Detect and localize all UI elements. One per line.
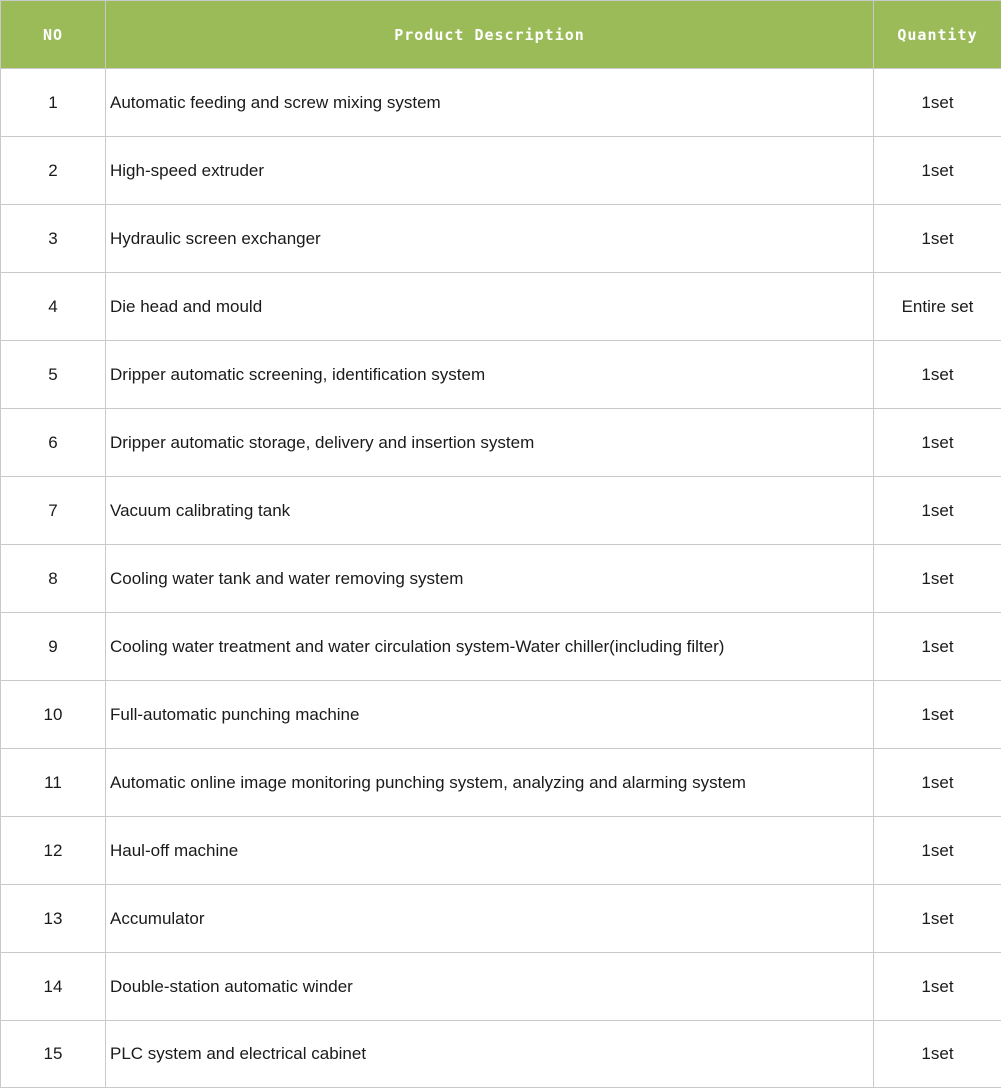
row-description: Dripper automatic screening, identification system	[106, 341, 874, 409]
row-number: 13	[1, 885, 106, 953]
row-description: Accumulator	[106, 885, 874, 953]
table-row	[1, 205, 1001, 273]
table-row	[1, 817, 1001, 885]
row-quantity: 1set	[874, 341, 1001, 409]
table-row	[1, 477, 1001, 545]
row-description: Cooling water tank and water removing system	[106, 545, 874, 613]
row-quantity: 1set	[874, 613, 1001, 681]
header-no: NO	[1, 1, 106, 69]
table-row	[1, 341, 1001, 409]
row-quantity: 1set	[874, 409, 1001, 477]
row-description: Die head and mould	[106, 273, 874, 341]
row-number: 14	[1, 953, 106, 1021]
row-number: 6	[1, 409, 106, 477]
table-row	[1, 681, 1001, 749]
row-description: Haul-off machine	[106, 817, 874, 885]
row-description: Cooling water treatment and water circulation system-Water chiller(including filter)	[106, 613, 874, 681]
row-quantity: 1set	[874, 69, 1001, 137]
table-row	[1, 953, 1001, 1021]
table-header-row	[1, 1, 1001, 69]
table-row	[1, 273, 1001, 341]
table-row	[1, 613, 1001, 681]
header-quantity: Quantity	[874, 1, 1001, 69]
row-quantity: 1set	[874, 137, 1001, 205]
row-number: 11	[1, 749, 106, 817]
table-row	[1, 137, 1001, 205]
row-number: 3	[1, 205, 106, 273]
row-number: 10	[1, 681, 106, 749]
table-row	[1, 1021, 1001, 1088]
row-number: 4	[1, 273, 106, 341]
table-row	[1, 885, 1001, 953]
table-row	[1, 545, 1001, 613]
row-quantity: 1set	[874, 545, 1001, 613]
row-number: 1	[1, 69, 106, 137]
row-number: 7	[1, 477, 106, 545]
row-quantity: 1set	[874, 749, 1001, 817]
row-description: Full-automatic punching machine	[106, 681, 874, 749]
row-quantity: 1set	[874, 205, 1001, 273]
row-number: 5	[1, 341, 106, 409]
row-number: 12	[1, 817, 106, 885]
table-row	[1, 409, 1001, 477]
header-product-description: Product Description	[106, 1, 874, 69]
table-row	[1, 749, 1001, 817]
row-quantity: 1set	[874, 817, 1001, 885]
row-description: Hydraulic screen exchanger	[106, 205, 874, 273]
row-description: Double-station automatic winder	[106, 953, 874, 1021]
row-description: PLC system and electrical cabinet	[106, 1021, 874, 1088]
table-row	[1, 69, 1001, 137]
row-description: Vacuum calibrating tank	[106, 477, 874, 545]
row-quantity: 1set	[874, 1021, 1001, 1088]
row-quantity: 1set	[874, 885, 1001, 953]
row-number: 8	[1, 545, 106, 613]
row-quantity: 1set	[874, 953, 1001, 1021]
row-description: Dripper automatic storage, delivery and insertion system	[106, 409, 874, 477]
row-description: High-speed extruder	[106, 137, 874, 205]
row-quantity: Entire set	[874, 273, 1001, 341]
row-quantity: 1set	[874, 681, 1001, 749]
row-quantity: 1set	[874, 477, 1001, 545]
row-number: 2	[1, 137, 106, 205]
row-number: 9	[1, 613, 106, 681]
row-description: Automatic online image monitoring punching system, analyzing and alarming system	[106, 749, 874, 817]
row-description: Automatic feeding and screw mixing system	[106, 69, 874, 137]
row-number: 15	[1, 1021, 106, 1088]
